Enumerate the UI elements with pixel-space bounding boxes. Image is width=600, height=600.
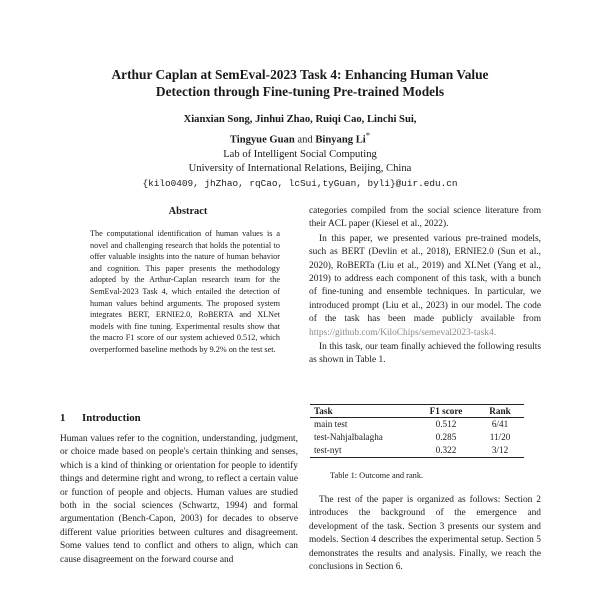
abstract-text: The computational identification of human values is a novel and challenging research that holds the potential to offer valuable insights into the nature of human behavior and cognition. This paper presents the methodology adopted by the Arthur-Caplan research team for the SemEval-2023 Task 4, which entailed the detection of human values behind arguments. The proposed system integrates BERT, ERNIE2.0, RoBERTA and XLNet models with fine tuning. Experimental results show that the macro F1 score of our system achieved 0.512, which overperformed baseline methods by 9.2% on the test set. — [90, 229, 280, 354]
table-cell-f1: 0.285 — [435, 432, 457, 442]
title-line-1: Arthur Caplan at SemEval-2023 Task 4: Enhancing Human Value — [111, 67, 489, 82]
section-heading-introduction — [60, 412, 141, 424]
table-cell-task: main test — [314, 419, 348, 429]
affiliation-lab: Lab of Intelligent Social Computing — [223, 148, 377, 160]
table-cell-rank: 11/20 — [489, 432, 511, 442]
table-header-rank: Rank — [476, 405, 524, 418]
table-cell-task: test-nyt — [310, 444, 416, 458]
author-li: Binyang Li — [315, 134, 366, 146]
right-paragraph-2-text: In this paper, we presented various pre-trained models, such as BERT (Devlin et al., 2018), ERNIE2.0 (Sun et al., 2020), RoBERTa (Liu et al., 2019) and XLNet (Yang et al., 2019) to address each component of this task, with a bunch of fine-tuning and ensemble techniques. In particular, we introduced prompt (Liu et al., 2023) in our model. The code of the task has been made publicly available from — [309, 233, 541, 325]
table-header-task: Task — [310, 405, 416, 418]
author-guan: Tingyue Guan — [229, 134, 295, 146]
results-table — [310, 404, 524, 458]
right-paragraph-2 — [309, 233, 541, 340]
authors-line-1: Xianxian Song, Jinhui Zhao, Ruiqi Cao, Linchi Sui, — [183, 114, 417, 125]
title-line-2: Detection through Fine-tuning Pre-trained Models — [155, 84, 445, 99]
table-cell-rank: 3/12 — [476, 444, 524, 458]
table-header-f1: F1 score — [416, 405, 476, 418]
affiliation-university: University of International Relations, Beijing, China — [188, 163, 412, 175]
right-paragraph-3: In this task, our team finally achieved the following results as shown in Table 1. — [309, 342, 541, 366]
table-cell-f1: 0.322 — [416, 444, 476, 458]
authors-line-2 — [90, 128, 510, 148]
table-cell-task: test-Nahjalbalagha — [314, 432, 383, 442]
abstract-heading: Abstract — [168, 206, 208, 217]
right-column-top — [309, 205, 541, 368]
author-block — [90, 113, 510, 192]
author-emails: {kilo0409, jhZhao, rqCao, lcSui,tyGuan, byli}@uir.edu.cn — [142, 177, 458, 189]
table-cell-rank: 6/41 — [491, 419, 509, 429]
right-paragraph-1: categories compiled from the social science literature from their ACL paper (Kiesel et al., 2022). — [309, 206, 541, 230]
code-repository-link[interactable]: https://github.com/KiloChips/semeval2023-task4. — [309, 327, 496, 338]
corresponding-mark: * — [365, 129, 371, 140]
section-number: 1 — [60, 412, 66, 424]
paper-title — [60, 66, 540, 100]
table-row — [310, 444, 524, 458]
table-cell-f1: 0.512 — [435, 419, 457, 429]
right-paragraph-4: The rest of the paper is organized as follows: Section 2 introduces the background of the emergence and development of the task. Section 3 presents our system and models. Section 4 describes the experimental setup. Section 5 demonstrates the results and analysis. Finally, we reach the conclusions in Section 6. — [309, 495, 541, 573]
introduction-text: Human values refer to the cognition, understanding, judgment, or choice made based on people's certain thinking and senses, which is a kind of thinking or orientation for people to identify things and determine right and wrong, to reflect a certain value or function of people and objects. Human values are studied both in the social sciences (Schwartz, 1994) and formal argumentation (Bench-Capon, 2003) for decades to observe different value priorities between cultures and disagreement. Some values tend to conflict and others to align, which can cause disagreement on the forward course and — [60, 434, 298, 565]
authors-and: and — [297, 134, 313, 146]
table-caption: Table 1: Outcome and rank. — [330, 471, 424, 480]
table-header-row — [310, 405, 524, 418]
table-row — [310, 431, 524, 444]
table-row — [310, 418, 524, 432]
section-title: Introduction — [82, 412, 141, 424]
